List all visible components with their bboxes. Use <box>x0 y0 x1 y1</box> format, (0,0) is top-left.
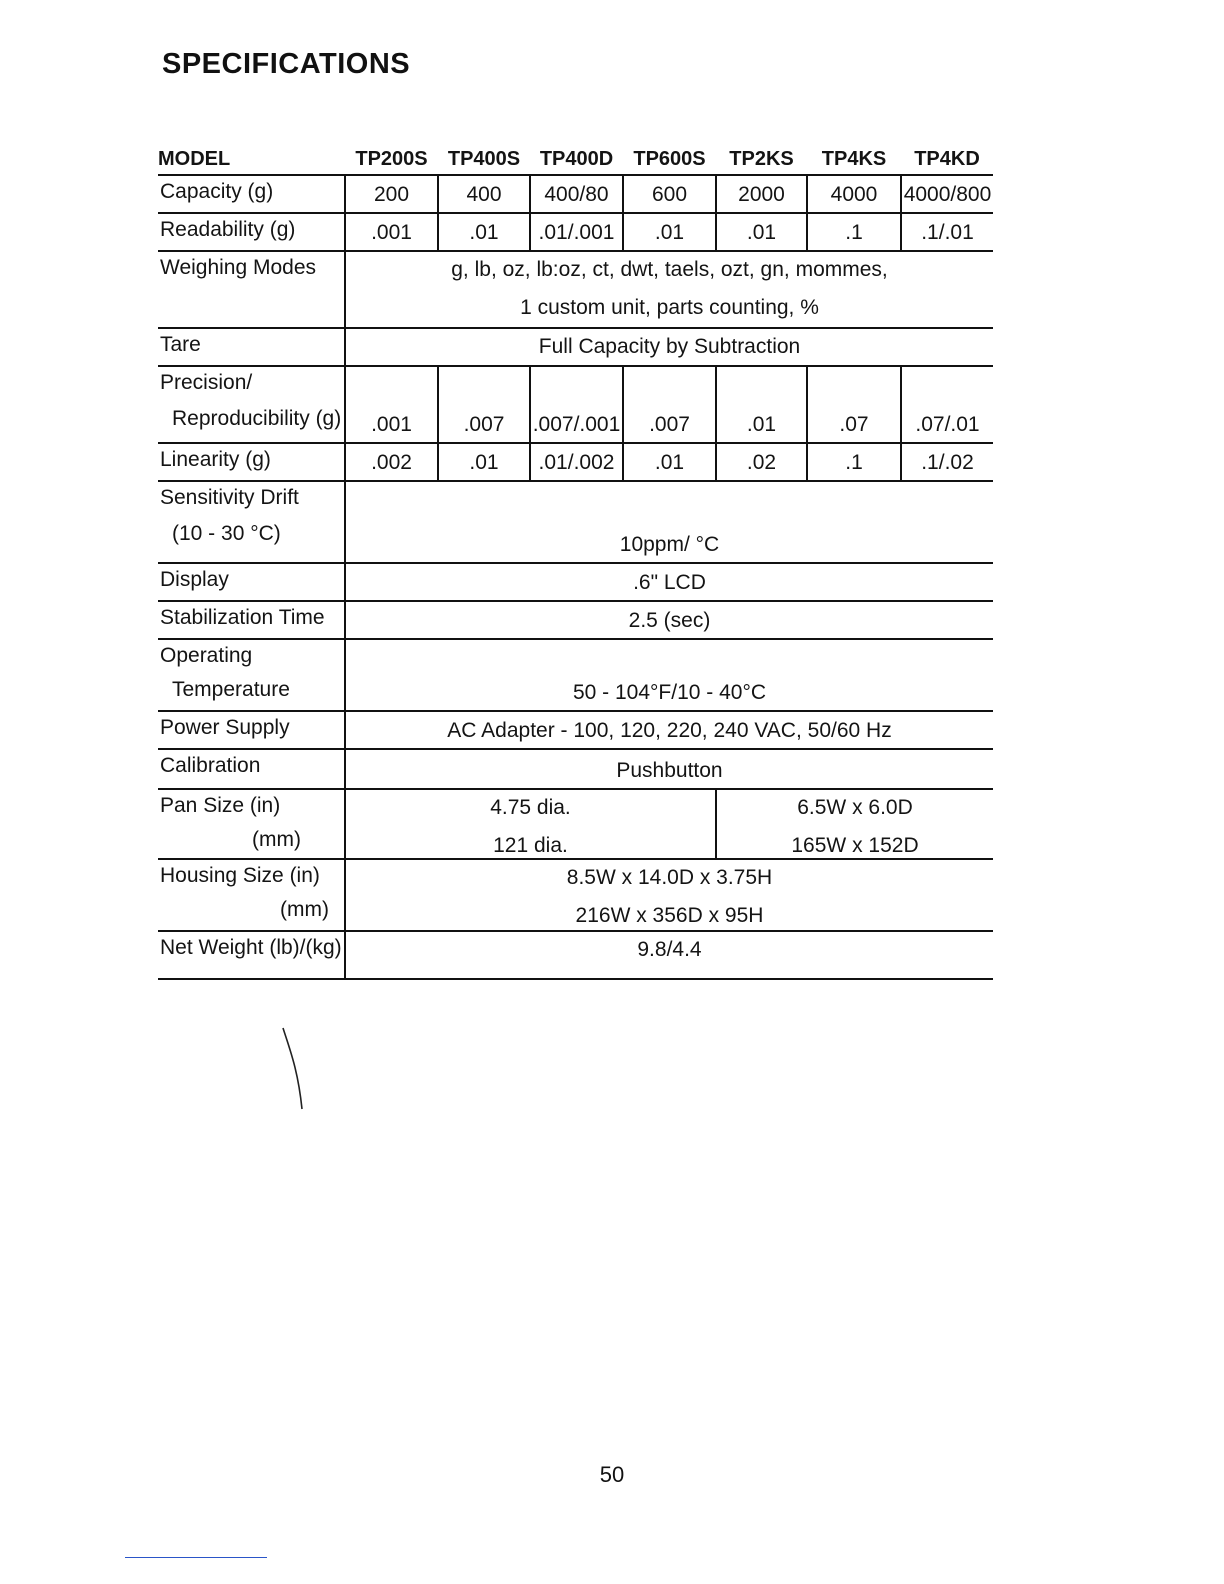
pan-size-label-mm: (mm) <box>252 828 301 851</box>
precision-label <box>158 366 345 443</box>
pan-size-large-in: 6.5W x 6.0D <box>797 796 913 819</box>
precision-label-line-1: Precision/ <box>160 371 253 394</box>
linearity-row <box>158 443 993 481</box>
housing-size-value-in: 8.5W x 14.0D x 3.75H <box>566 866 773 889</box>
model-header-cell: TP400D <box>530 145 623 175</box>
precision-label-line-2: Reproducibility (g) <box>172 407 342 430</box>
operating-temperature-value: 50 - 104°F/10 - 40°C <box>345 639 993 711</box>
net-weight-row <box>158 931 993 979</box>
model-header: MODEL <box>158 145 345 175</box>
pan-size-label <box>158 789 345 859</box>
net-weight-value: 9.8/4.4 <box>345 931 993 979</box>
weighing-modes-value <box>345 251 993 328</box>
net-weight-label: Net Weight (lb)/(kg) <box>158 931 345 979</box>
pan-size-small <box>345 789 716 859</box>
readability-value: .1/.01 <box>901 213 993 251</box>
precision-value: .007 <box>438 366 530 443</box>
model-header-cell: TP600S <box>623 145 716 175</box>
precision-value: .007 <box>623 366 716 443</box>
precision-value: .007/.001 <box>530 366 623 443</box>
capacity-value: 2000 <box>716 175 807 213</box>
precision-row <box>158 366 993 443</box>
operating-temperature-label <box>158 639 345 711</box>
power-supply-value: AC Adapter - 100, 120, 220, 240 VAC, 50/60 Hz <box>345 711 993 749</box>
model-header-cell: TP2KS <box>716 145 807 175</box>
capacity-label: Capacity (g) <box>158 175 345 213</box>
display-label: Display <box>158 563 345 601</box>
display-row <box>158 563 993 601</box>
pan-size-label-in: Pan Size (in) <box>160 794 281 817</box>
power-supply-row <box>158 711 993 749</box>
linearity-value: .01/.002 <box>530 443 623 481</box>
pan-size-large-mm: 165W x 152D <box>791 834 919 857</box>
operating-temperature-row <box>158 639 993 711</box>
capacity-value: 400 <box>438 175 530 213</box>
tare-value: Full Capacity by Subtraction <box>345 328 993 366</box>
page-title: SPECIFICATIONS <box>162 48 411 80</box>
operating-temperature-label-line-2: Temperature <box>172 678 290 701</box>
display-value: .6" LCD <box>345 563 993 601</box>
weighing-modes-label: Weighing Modes <box>158 251 345 328</box>
readability-value: .01 <box>716 213 807 251</box>
stabilization-time-label: Stabilization Time <box>158 601 345 639</box>
footer-rule <box>125 1557 267 1558</box>
tare-label: Tare <box>158 328 345 366</box>
readability-label: Readability (g) <box>158 213 345 251</box>
linearity-value: .1 <box>807 443 901 481</box>
linearity-value: .01 <box>623 443 716 481</box>
model-header-cell: TP4KS <box>807 145 901 175</box>
calibration-label: Calibration <box>158 749 345 789</box>
housing-size-row <box>158 859 993 931</box>
readability-value: .1 <box>807 213 901 251</box>
readability-value: .01 <box>438 213 530 251</box>
capacity-value: 4000 <box>807 175 901 213</box>
pan-size-small-mm: 121 dia. <box>493 834 568 857</box>
pan-size-row <box>158 789 993 859</box>
capacity-value: 200 <box>345 175 438 213</box>
weighing-modes-line-1: g, lb, oz, lb:oz, ct, dwt, taels, ozt, gn, mommes, <box>451 258 888 281</box>
precision-value: .001 <box>345 366 438 443</box>
housing-size-label <box>158 859 345 931</box>
page-number: 50 <box>599 1462 625 1487</box>
model-header-cell: TP200S <box>345 145 438 175</box>
weighing-modes-row <box>158 251 993 328</box>
pen-stroke-mark <box>280 1025 310 1115</box>
table-header-row <box>158 145 993 175</box>
weighing-modes-line-2: 1 custom unit, parts counting, % <box>520 296 819 319</box>
capacity-row <box>158 175 993 213</box>
specifications-table <box>158 145 993 980</box>
capacity-value: 400/80 <box>530 175 623 213</box>
model-header-cell: TP4KD <box>901 145 993 175</box>
linearity-label: Linearity (g) <box>158 443 345 481</box>
linearity-value: .1/.02 <box>901 443 993 481</box>
sensitivity-drift-row <box>158 481 993 563</box>
readability-row <box>158 213 993 251</box>
sensitivity-drift-label <box>158 481 345 563</box>
precision-value: .07 <box>807 366 901 443</box>
readability-value: .01/.001 <box>530 213 623 251</box>
operating-temperature-label-line-1: Operating <box>160 644 253 667</box>
linearity-value: .002 <box>345 443 438 481</box>
sensitivity-drift-label-line-2: (10 - 30 °C) <box>172 522 281 545</box>
linearity-value: .02 <box>716 443 807 481</box>
capacity-value: 600 <box>623 175 716 213</box>
housing-size-value <box>345 859 993 931</box>
power-supply-label: Power Supply <box>158 711 345 749</box>
pan-size-small-in: 4.75 dia. <box>490 796 571 819</box>
sensitivity-drift-label-line-1: Sensitivity Drift <box>160 486 299 509</box>
precision-value: .07/.01 <box>901 366 993 443</box>
housing-size-label-mm: (mm) <box>280 898 329 921</box>
tare-row <box>158 328 993 366</box>
linearity-value: .01 <box>438 443 530 481</box>
readability-value: .01 <box>623 213 716 251</box>
pan-size-large <box>716 789 993 859</box>
housing-size-value-mm: 216W x 356D x 95H <box>575 904 764 927</box>
precision-value: .01 <box>716 366 807 443</box>
sensitivity-drift-value: 10ppm/ °C <box>345 481 993 563</box>
calibration-row <box>158 749 993 789</box>
housing-size-label-in: Housing Size (in) <box>160 864 320 887</box>
stabilization-time-row <box>158 601 993 639</box>
capacity-value: 4000/800 <box>901 175 993 213</box>
readability-value: .001 <box>345 213 438 251</box>
model-header-cell: TP400S <box>438 145 530 175</box>
stabilization-time-value: 2.5 (sec) <box>345 601 993 639</box>
calibration-value: Pushbutton <box>345 749 993 789</box>
